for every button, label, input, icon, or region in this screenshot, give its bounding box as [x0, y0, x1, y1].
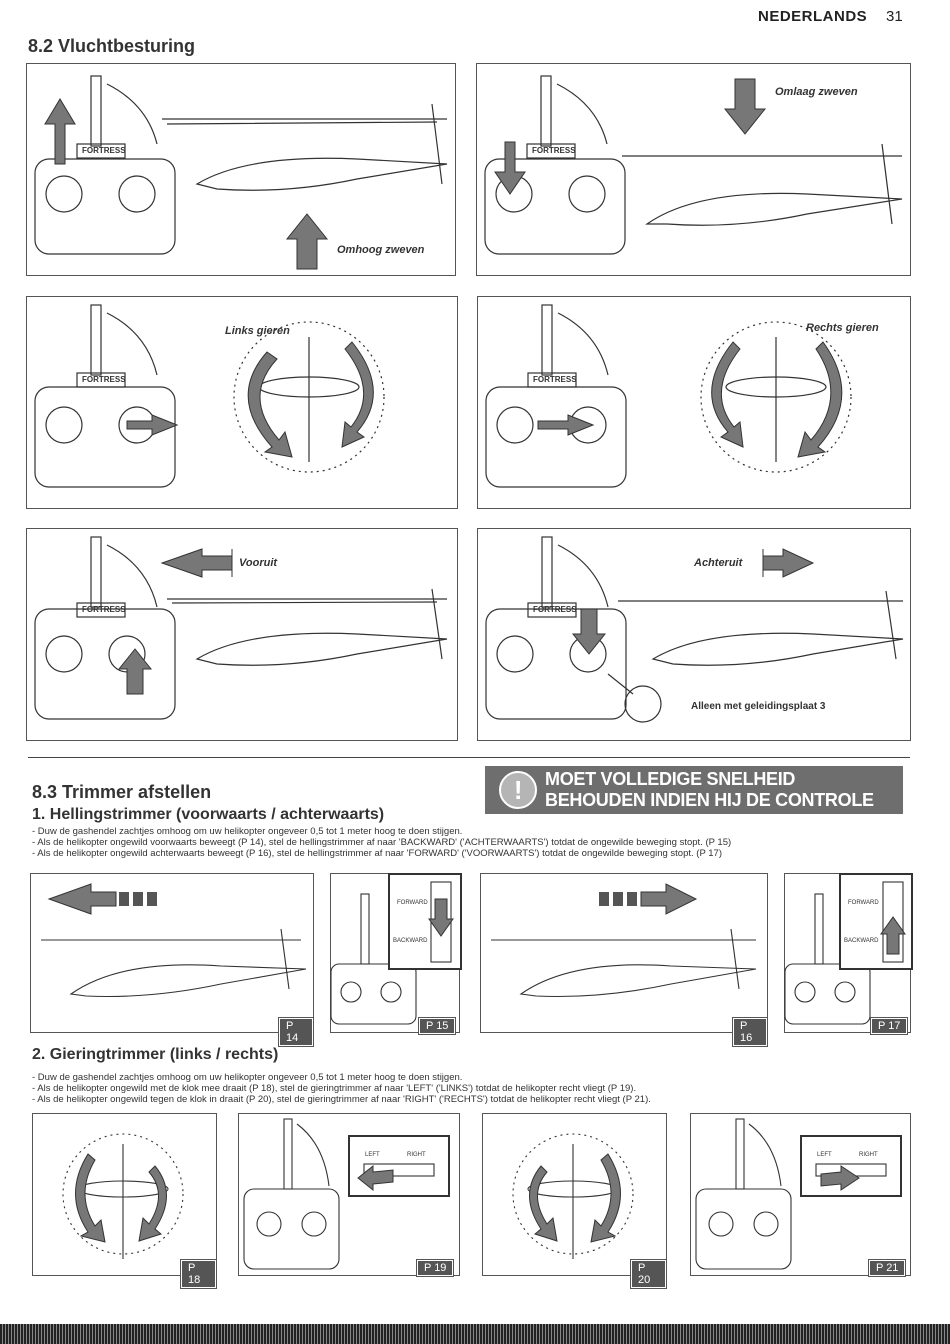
brand-logo: FORTRESS — [82, 146, 126, 155]
panel-p20 — [482, 1113, 667, 1286]
instruction-line: - Duw de gashendel zachtjes omhoog om uw helikopter ongeveer 0,5 tot 1 meter hoog te doen stijgen. — [32, 1072, 463, 1083]
label-hover-up: Omhoog zweven — [337, 244, 425, 256]
page-number: 31 — [886, 8, 903, 25]
section-title-8-2: 8.2 Vluchtbesturing — [28, 36, 196, 56]
instruction-line: - Als de helikopter ongewild met de klok mee draait (P 18), stel de gieringtrimmer af naar 'LEFT' ('LINKS') totdat de helikopter recht vliegt (P 19). — [32, 1083, 637, 1094]
brand-logo: FORTRESS — [533, 605, 577, 614]
instruction-line: - Duw de gashendel zachtjes omhoog om uw helikopter ongeveer 0,5 tot 1 meter hoog te doen stijgen. — [32, 826, 463, 837]
panel-p17 — [784, 873, 911, 1033]
brand-logo: FORTRESS — [82, 375, 126, 384]
header-language: NEDERLANDS — [758, 8, 868, 25]
label-forward-trim: FORWARD — [397, 900, 428, 906]
panel-p14 — [30, 873, 314, 1044]
helicopter-spin-clockwise-illustration — [33, 1114, 218, 1277]
brand-logo: FORTRESS — [533, 375, 577, 384]
label-right-trim: RIGHT — [859, 1152, 878, 1158]
label-backward-trim: BACKWARD — [844, 938, 879, 944]
panel-yaw-left — [26, 296, 458, 509]
helicopter-spin-counterclockwise-illustration — [483, 1114, 668, 1277]
panel-p19 — [238, 1113, 460, 1276]
helicopter-drift-backward-illustration — [481, 874, 769, 1034]
panel-forward — [26, 528, 458, 741]
yaw-trim-instructions — [32, 1072, 651, 1105]
warning-text: MOET VOLLEDIGE SNELHEID BEHOUDEN INDIEN HIJ DE CONTROLE KWIJT IS! — [545, 769, 874, 831]
badge-p15: P 15 — [419, 1018, 455, 1034]
pitch-trim-instructions — [32, 826, 731, 859]
label-left-trim: LEFT — [365, 1152, 380, 1158]
label-hover-down: Omlaag zweven — [775, 86, 858, 98]
label-backward: Achteruit — [694, 557, 743, 569]
label-left-trim: LEFT — [817, 1152, 832, 1158]
badge-p17: P 17 — [871, 1018, 907, 1034]
panel-backward — [477, 528, 911, 741]
exclamation-icon: ! — [499, 771, 537, 809]
instruction-line: - Als de helikopter ongewild voorwaarts beweegt (P 14), stel de hellingstrimmer af naar 'BACKWARD' ('ACHTERWAARTS') totdat de ongewilde beweging stopt. (P 15) — [32, 837, 732, 848]
panel-p18 — [32, 1113, 217, 1286]
subsection-title-yaw-trim: 2. Gieringtrimmer (links / rechts) — [32, 1046, 279, 1063]
panel-p16 — [480, 873, 768, 1044]
helicopter-drift-forward-illustration — [31, 874, 315, 1034]
panel-p15 — [330, 873, 460, 1033]
badge-p18: P 18 — [181, 1260, 216, 1288]
label-yaw-right: Rechts gieren — [806, 322, 879, 334]
subsection-title-pitch-trim: 1. Hellingstrimmer (voorwaarts / achterwaarts) — [32, 806, 385, 823]
badge-p16: P 16 — [733, 1018, 767, 1046]
scan-edge — [0, 1324, 950, 1344]
panel-hover-up — [26, 63, 456, 276]
brand-logo: FORTRESS — [532, 146, 576, 155]
label-yaw-left: Links gieren — [225, 325, 290, 337]
section-title-8-3: 8.3 Trimmer afstellen — [32, 782, 212, 802]
trimmer-backward-illustration — [331, 874, 461, 1034]
badge-p20: P 20 — [631, 1260, 666, 1288]
trimmer-left-illustration — [239, 1114, 461, 1277]
brand-logo: FORTRESS — [82, 605, 126, 614]
trimmer-forward-illustration — [785, 874, 912, 1034]
instruction-line: - Als de helikopter ongewild tegen de klok in draait (P 20), stel de gieringtrimmer af naar 'RIGHT' ('RECHTS') totdat de helikopter recht vliegt (P 21). — [32, 1094, 651, 1105]
label-backward-trim: BACKWARD — [393, 938, 428, 944]
badge-p14: P 14 — [279, 1018, 313, 1046]
trimmer-right-illustration — [691, 1114, 912, 1277]
label-guide-plate: Alleen met geleidingsplaat 3 — [691, 701, 826, 712]
badge-p19: P 19 — [417, 1260, 453, 1276]
panel-p21 — [690, 1113, 911, 1276]
badge-p21: P 21 — [869, 1260, 905, 1276]
panel-yaw-right — [477, 296, 911, 509]
label-forward: Vooruit — [239, 557, 278, 569]
panel-hover-down — [476, 63, 911, 276]
instruction-line: - Als de helikopter ongewild achterwaarts beweegt (P 16), stel de hellingstrimmer af naar 'FORWARD' ('VOORWAARTS') totdat de ongewilde beweging stopt. (P 17) — [32, 848, 722, 859]
label-forward-trim: FORWARD — [848, 900, 879, 906]
divider — [28, 757, 910, 758]
label-right-trim: RIGHT — [407, 1152, 426, 1158]
warning-banner — [485, 766, 903, 831]
